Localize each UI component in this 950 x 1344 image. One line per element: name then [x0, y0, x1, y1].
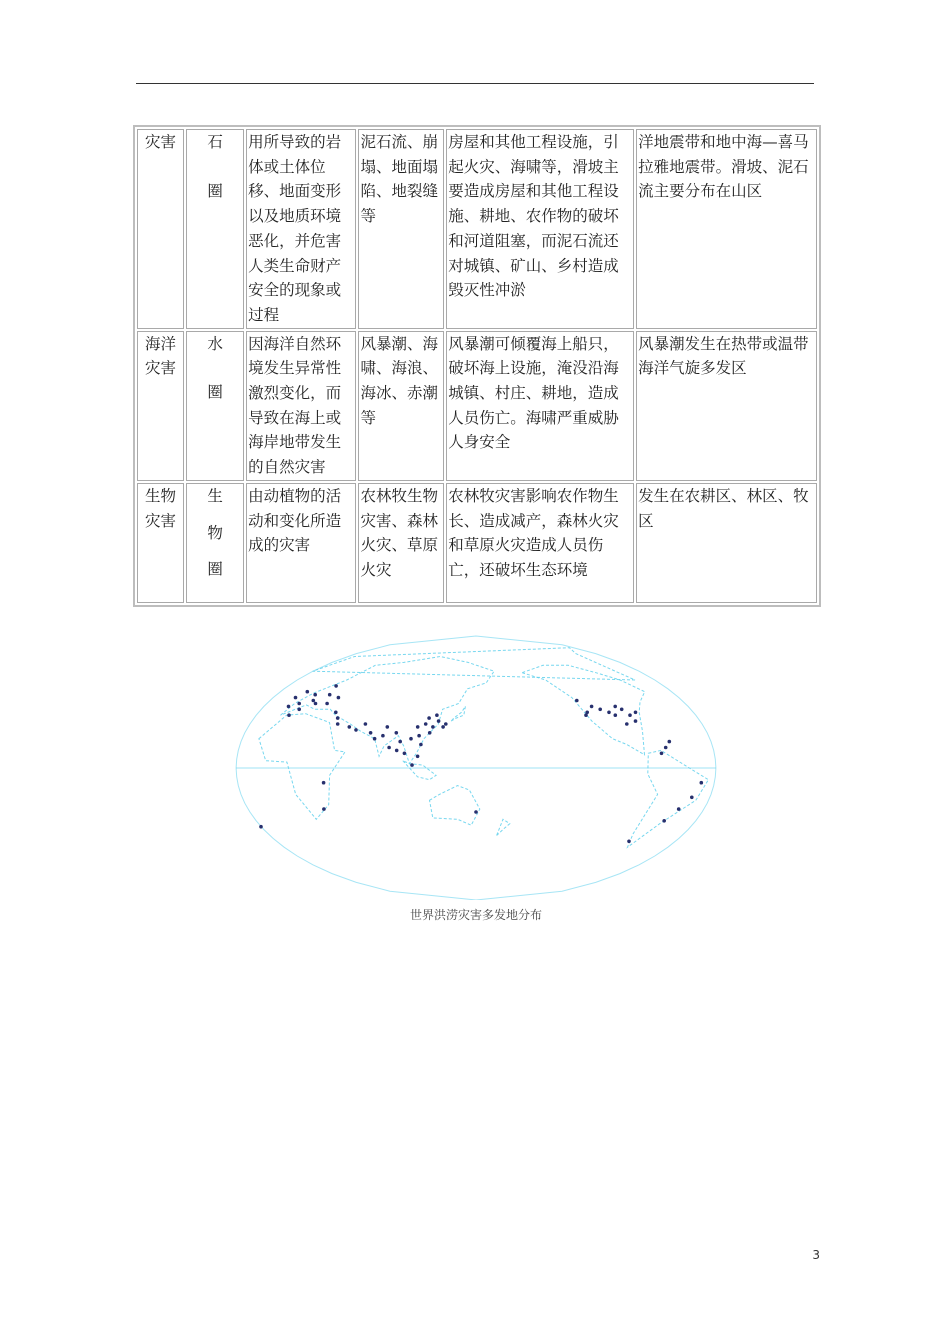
disaster-table [133, 125, 821, 607]
disaster-type-cell: 灾害 [137, 129, 184, 329]
flood-point [336, 716, 340, 720]
flood-points [259, 684, 703, 843]
table-row [137, 331, 817, 481]
disaster-type-cell: 海洋灾害 [137, 331, 184, 481]
coastline-0 [281, 657, 495, 764]
flood-point [474, 810, 478, 814]
harm-cell: 风暴潮可倾覆海上船只，破坏海上设施，淹没沿海城镇、村庄、耕地，造成人员伤亡。海啸严重威胁人身安全 [446, 331, 634, 481]
flood-point [287, 705, 291, 709]
table-row [137, 129, 817, 329]
kinds-cell: 泥石流、崩塌、地面塌陷、地裂缝等 [358, 129, 444, 329]
coastline-8 [497, 819, 510, 835]
flood-map [232, 610, 720, 900]
flood-point [287, 713, 291, 717]
flood-point [297, 708, 301, 712]
flood-point [613, 705, 617, 709]
flood-point [336, 722, 340, 726]
coastline-7 [403, 761, 436, 780]
sphere-char: 圈 [207, 560, 223, 579]
disaster-type-cell: 生物灾害 [137, 483, 184, 603]
flood-point [634, 719, 638, 723]
flood-point [614, 713, 618, 717]
flood-point [668, 740, 672, 744]
flood-point [424, 722, 428, 726]
flood-point [677, 807, 681, 811]
flood-point [428, 731, 432, 735]
flood-point [313, 693, 317, 697]
flood-point [435, 713, 439, 717]
flood-point [325, 702, 329, 706]
flood-point [328, 693, 332, 697]
flood-point [403, 752, 407, 756]
kinds-cell: 农林牧生物灾害、森林火灾、草原火灾 [358, 483, 444, 603]
flood-point [607, 711, 611, 715]
coastline-3 [628, 750, 709, 847]
sphere-char: 圈 [207, 181, 223, 200]
sphere-char: 物 [207, 523, 223, 542]
flood-point [337, 696, 341, 700]
flood-point [395, 749, 399, 753]
flood-point [306, 690, 310, 694]
flood-point [444, 722, 448, 726]
flood-point [364, 722, 368, 726]
disaster-table-grid [135, 127, 819, 605]
sphere-cell [186, 331, 244, 481]
harm-cell: 房屋和其他工程设施，引起火灾、海啸等，滑坡主要造成房屋和其他工程设施、耕地、农作物的破坏和河道阻塞，而泥石流还对城镇、矿山、乡村造成毁灭性冲淤 [446, 129, 634, 329]
sphere-cell [186, 129, 244, 329]
definition-cell: 因海洋自然环境发生异常性激烈变化，而导致在海上或海岸地带发生的自然灾害 [246, 331, 356, 481]
harm-cell: 农林牧灾害影响农作物生长、造成减产，森林火灾和草原火灾造成人员伤亡，还破坏生态环境 [446, 483, 634, 603]
flood-point [427, 716, 431, 720]
flood-point [297, 702, 301, 706]
definition-cell: 由动植物的活动和变化所造成的灾害 [246, 483, 356, 603]
definition-cell: 用所导致的岩体或土体位移、地面变形以及地质环境恶化，并危害人类生命财产安全的现象或过程 [246, 129, 356, 329]
flood-point [387, 746, 391, 750]
coastline-6 [451, 706, 465, 721]
flood-point [437, 719, 441, 723]
flood-point [634, 711, 638, 715]
flood-point [416, 725, 420, 729]
flood-point [660, 752, 664, 756]
sphere-char: 水 [207, 334, 223, 353]
flood-point [662, 819, 666, 823]
flood-point [431, 725, 435, 729]
flood-point [419, 743, 423, 747]
flood-point [410, 763, 414, 767]
flood-point [625, 722, 629, 726]
sphere-char: 圈 [207, 383, 223, 402]
flood-point [259, 825, 263, 829]
coastline-1 [259, 714, 345, 820]
flood-point [381, 734, 385, 738]
flood-point [628, 713, 632, 717]
flood-point [354, 728, 358, 732]
map-coastlines [236, 636, 716, 900]
flood-point [409, 737, 413, 741]
flood-point [322, 807, 326, 811]
flood-point [620, 708, 624, 712]
flood-point [373, 737, 377, 741]
sphere-cell [186, 483, 244, 603]
flood-point [575, 699, 579, 703]
flood-point [314, 702, 318, 706]
distribution-cell: 风暴潮发生在热带或温带海洋气旋多发区 [636, 331, 817, 481]
kinds-cell: 风暴潮、海啸、海浪、海冰、赤潮等 [358, 331, 444, 481]
flood-point [627, 840, 631, 844]
flood-point [312, 699, 316, 703]
flood-point [334, 684, 338, 688]
flood-point [417, 734, 421, 738]
flood-point [584, 713, 588, 717]
sphere-char: 生 [207, 486, 223, 505]
header-rule [136, 83, 814, 84]
flood-point [334, 711, 338, 715]
distribution-cell: 洋地震带和地中海—喜马拉雅地震带。滑坡、泥石流主要分布在山区 [636, 129, 817, 329]
page-number: 3 [812, 1248, 820, 1262]
coastline-4 [430, 786, 480, 826]
flood-point [700, 781, 704, 785]
flood-point [386, 725, 390, 729]
flood-point [369, 731, 373, 735]
flood-point [441, 725, 445, 729]
flood-point [395, 731, 399, 735]
distribution-cell: 发生在农耕区、林区、牧区 [636, 483, 817, 603]
flood-point [294, 696, 298, 700]
table-row [137, 483, 817, 603]
flood-point [664, 746, 668, 750]
flood-point [416, 755, 420, 759]
flood-point [590, 705, 594, 709]
flood-point [322, 781, 326, 785]
flood-point [690, 796, 694, 800]
flood-point [348, 725, 352, 729]
flood-point [598, 708, 602, 712]
world-map-svg [232, 610, 720, 900]
flood-point [398, 740, 402, 744]
sphere-char: 石 [207, 133, 223, 151]
map-caption: 世界洪涝灾害多发地分布 [409, 908, 542, 922]
